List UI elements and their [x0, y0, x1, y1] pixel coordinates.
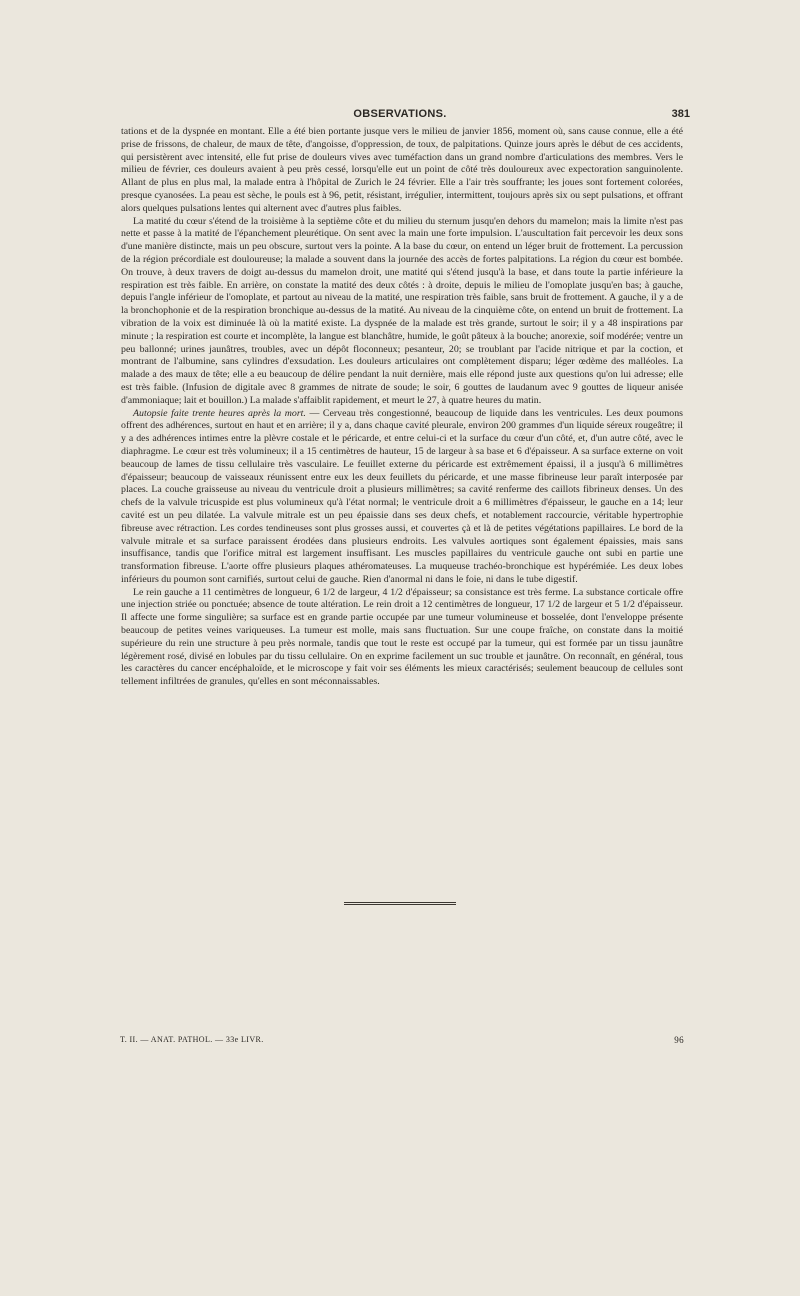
paragraph: tations et de la dyspnée en montant. Elle a été bien portante jusque vers le milieu de janvier 1856, moment où, sans cause connue, elle a été prise de frissons, de chaleur, de maux de tête, d'angoisse, d'oppression, de toux, de palpitations. Quinze jours après le début de ces accidents, qui persistèrent avec intensité, elle fut prise de douleurs vives avec tuméfaction dans un grand nombre d'articulations des membres. Vers le milieu de février, ces douleurs avaient à peu près cessé, lorsqu'elle eut un point de côté très douloureux avec expectoration sanguinolente. Allant de plus en plus mal, la malade entra à l'hôpital de Zurich le 24 février. Elle a l'air très souffrante; les joues sont fortement colorées, presque cyanosées. La peau est sèche, le pouls est à 96, petit, résistant, irrégulier, intermittent, toujours après six ou sept pulsations, et offrant alors quelques pulsations lentes qui alternent avec d'autres plus faibles.: [121, 126, 683, 214]
page-header: [120, 108, 690, 124]
signature-line: T. II. — ANAT. PATHOL. — 33e LIVR.: [120, 1035, 264, 1044]
autopsy-heading: Autopsie faite trente heures après la mort.: [133, 407, 306, 419]
running-title: OBSERVATIONS.: [353, 108, 447, 120]
body-text: [121, 126, 683, 689]
paragraph: [121, 408, 683, 587]
paragraph-text: — Cerveau très congestionné, beaucoup de liquide dans les ventricules. Les deux poumons offrent des adhérences, surtout en haut et en arrière; il y a, dans chaque cavité pleurale, environ 200 grammes d'un liquide séreux rougeâtre; il y a des adhérences intimes entre la plèvre costale et le péricarde, et entre celui-ci et la surface du cœur d'un côté, et, d'un autre côté, avec le diaphragme. Le cœur est très volumineux; il a 15 centimètres de hauteur, 15 de largeur à sa base et 6 d'épaisseur. A sa surface externe on voit beaucoup de lames de tissu cellulaire très vasculaire. Le feuillet externe du péricarde est extrêmement épaissi, il a jusqu'à 6 millimètres d'épaisseur; beaucoup de vaisseaux réunissent entre eux les deux feuillets du péricarde, et une masse fibrineuse leur paraît interposée par places. La couche graisseuse au niveau du ventricule droit a plusieurs millimètres; sa cavité renferme des caillots fibrineux denses. Un des chefs de la valvule tricuspide est plus volumineux qu'à l'état normal; le ventricule droit a 6 millimètres d'épaisseur, le gauche en a 14; leur cavité est un peu dilatée. La valvule mitrale est un peu épaissie dans ses deux chefs, et notablement raccourcie, véritable hypertrophie fibreuse avec rétraction. Les cordes tendineuses sont plus grosses aussi, et couvertes çà et là de petites végétations papillaires. Le bord de la valvule mitrale et sa surface paraissent érodées dans plusieurs endroits. Les valvules aortiques sont également épaissies, mais sans insuffisance, tandis que l'orifice mitral est largement insuffisant. Les muscles papillaires du ventricule gauche ont subi en partie une transformation fibreuse. L'aorte offre plusieurs plaques athéromateuses. La muqueuse trachéo-bronchique est hypérémiée. Les deux lobes inférieurs du poumon sont carnifiés, surtout celui de gauche. Rien d'anormal ni dans le foie, ni dans le tube digestif.: [121, 407, 683, 585]
page-number: 381: [671, 108, 690, 120]
section-divider: [344, 902, 456, 905]
page-footer: [120, 1035, 684, 1049]
signature-number: 96: [674, 1035, 684, 1045]
paragraph: La matité du cœur s'étend de la troisième à la septième côte et du milieu du sternum jusqu'en dehors du mamelon; mais la limite n'est pas nette et passe à la matité de l'épanchement pleurétique. On sent avec la main une forte impulsion. L'auscultation fait percevoir les deux sons d'une manière distincte, mais un peu obscure, surtout vers la pointe. A la base du cœur, on entend un léger bruit de frottement. La percussion de la région précordiale est douloureuse; la malade a souvent dans la journée des accès de fortes palpitations. La région du cœur est bombée. On trouve, à deux travers de doigt au-dessus du mamelon droit, une matité qui s'étend jusqu'à la base, et dans toute la partie inférieure la respiration est très faible. En arrière, on constate la matité des deux côtés : à droite, depuis le milieu de l'omoplate jusqu'en bas; à gauche, depuis l'angle inférieur de l'omoplate, et partout au niveau de la matité, une respiration très faible, sans bruit de frottement. A gauche, il y a de la bronchophonie et de la respiration bronchique au-dessus de la matité. Au niveau de la cinquième côte, on entend un bruit de frottement. La vibration de la voix est diminuée là où la matité existe. La dyspnée de la malade est très grande, surtout le soir; il y a 48 inspirations par minute ; la respiration est courte et incomplète, la langue est blanchâtre, humide, le goût pâteux à la bouche; anorexie, soif modérée; ventre un peu ballonné; urines jaunâtres, troubles, avec un dépôt floconneux; pesanteur, 20; se troublant par l'acide nitrique et par la coction, et montrant de l'albumine, sans cylindres d'exsudation. Les douleurs articulaires ont complètement disparu; léger œdème des malléoles. La malade a des maux de tête; elle a eu beaucoup de délire pendant la nuit dernière, mais elle répond juste aux questions qu'on lui adresse; elle est très faible. (Infusion de digitale avec 8 grammes de nitrate de soude; le soir, 6 gouttes de laudanum avec 9 gouttes de liqueur anisée d'ammoniaque; lait et bouillon.) La malade s'affaiblit rapidement, et meurt le 27, à quatre heures du matin.: [121, 215, 683, 406]
paragraph: Le rein gauche a 11 centimètres de longueur, 6 1/2 de largeur, 4 1/2 d'épaisseur; sa consistance est très ferme. La substance corticale offre une injection striée ou ponctuée; absence de toute altération. Le rein droit a 12 centimètres de longueur, 17 1/2 de largeur et 5 1/2 d'épaisseur. Il affecte une forme singulière; sa surface est en grande partie occupée par une tumeur volumineuse et bosselée, dont l'enveloppe présente beaucoup de petites veines variqueuses. La tumeur est molle, mais sans fluctuation. Sur une coupe fraîche, on constate dans la moitié supérieure du rein une structure à peu près normale, tandis que tout le reste est occupé par la tumeur, qui est formée par un tissu jaunâtre légèrement rosé, divisé en lobules par du tissu cellulaire. On en exprime facilement un suc trouble et jaunâtre. On reconnaît, en général, tous les caractères du cancer encéphaloïde, et le microscope y fait voir ses éléments les mieux caractérisés; seulement beaucoup de cellules sont tellement infiltrées de granules, qu'elles en sont méconnaissables.: [121, 586, 683, 688]
